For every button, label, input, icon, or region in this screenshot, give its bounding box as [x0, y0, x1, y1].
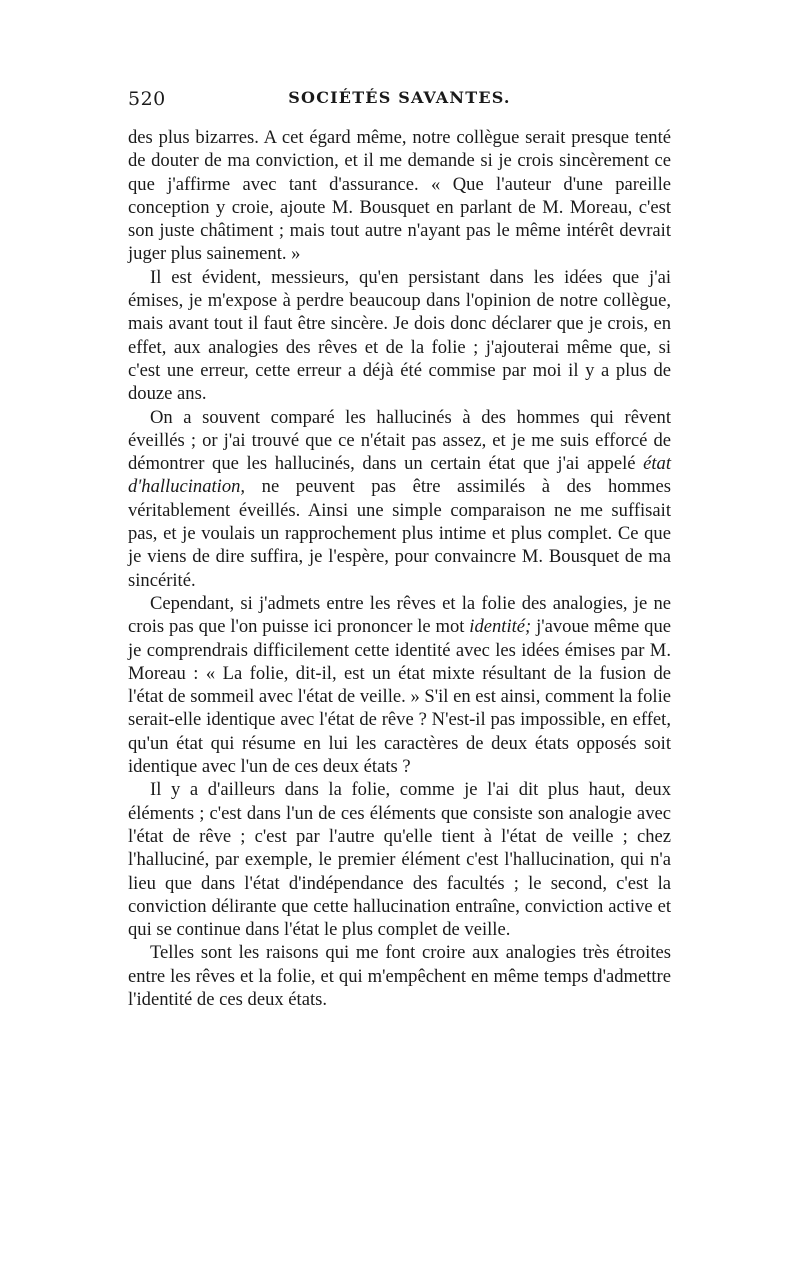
paragraph-text: Telles sont les raisons qui me font croire aux analogies très étroites entre les rêves et la folie, et qui m'empêchent en même temps d'admettre l'identité de ces deux états.	[128, 942, 671, 1010]
paragraph	[128, 778, 671, 941]
paragraph	[128, 406, 671, 592]
italic-term: identité;	[469, 616, 532, 638]
paragraph-text: ne peuvent pas être assimilés à des hommes véritablement éveillés. Ainsi une simple comparaison ne me suffisait pas, et je voulais un rapprochement plus intime et plus complet. Ce que je viens de dire suffira, je l'espère, pour convaincre M. Bousquet de ma sincérité.	[128, 476, 671, 591]
paragraph-text: des plus bizarres. A cet égard même, notre collègue serait presque tenté de douter de ma conviction, et il me demande si je crois sincèrement ce que j'affirme avec tant d'assurance. « Que l'auteur d'une pareille conception y croie, ajoute M. Bousquet en parlant de M. Moreau, c'est son juste châtiment ; mais tout autre n'ayant pas le même intérêt devrait juger plus sainement. »	[128, 127, 671, 265]
paragraph	[128, 266, 671, 406]
paragraph	[128, 941, 671, 1011]
page-body	[128, 126, 671, 1011]
paragraph-text: On a souvent comparé les hallucinés à des hommes qui rêvent éveillés ; or j'ai trouvé que ce n'était pas assez, et je me suis efforcé de démontrer que les hallucinés, dans un certain état que j'ai appelé	[128, 406, 671, 475]
paragraph-text: Il est évident, messieurs, qu'en persistant dans les idées que j'ai émises, je m'expose à perdre beaucoup dans l'opinion de notre collègue, mais avant tout il faut être sincère. Je dois donc déclarer que je crois, en effet, aux analogies des rêves et de la folie ; j'ajouterai même que, si c'est une erreur, cette erreur a déjà été commise par moi il y a plus de douze ans.	[128, 266, 671, 405]
paragraph-text: Cependant, si j'admets entre les rêves et la folie des analogies, je ne crois pas que l'on puisse ici prononcer le mot	[128, 592, 671, 638]
italic-term: état d'hallucination,	[128, 453, 671, 498]
running-title: SOCIÉTÉS SAVANTES.	[288, 88, 511, 107]
page-number: 520	[128, 88, 166, 110]
paragraph-text: Il y a d'ailleurs dans la folie, comme je l'ai dit plus haut, deux éléments ; c'est dans l'un de ces éléments que consiste son analogie avec l'état de rêve ; c'est par l'autre qu'elle tient à l'état de veille ; chez l'halluciné, par exemple, le premier élément c'est l'hallucination, qui n'a lieu que dans l'état d'indépendance des facultés ; le second, c'est la conviction délirante que cette hallucination entraîne, conviction active et qui se continue dans l'état le plus complet de veille.	[128, 779, 671, 941]
paragraph	[128, 126, 671, 266]
page-header	[128, 88, 671, 118]
paragraph-text: j'avoue même que je comprendrais difficilement cette identité avec les idées émises par M. Moreau : « La folie, dit-il, est un état mixte résultant de la fusion de l'état de sommeil avec l'état de veille. » S'il en est ainsi, comment la folie serait-elle identique avec l'état de rêve ? N'est-il pas impossible, en effet, qu'un état qui résume en lui les caractères de deux états opposés soit identique avec l'un de ces deux états ?	[128, 616, 671, 778]
paragraph	[128, 592, 671, 778]
